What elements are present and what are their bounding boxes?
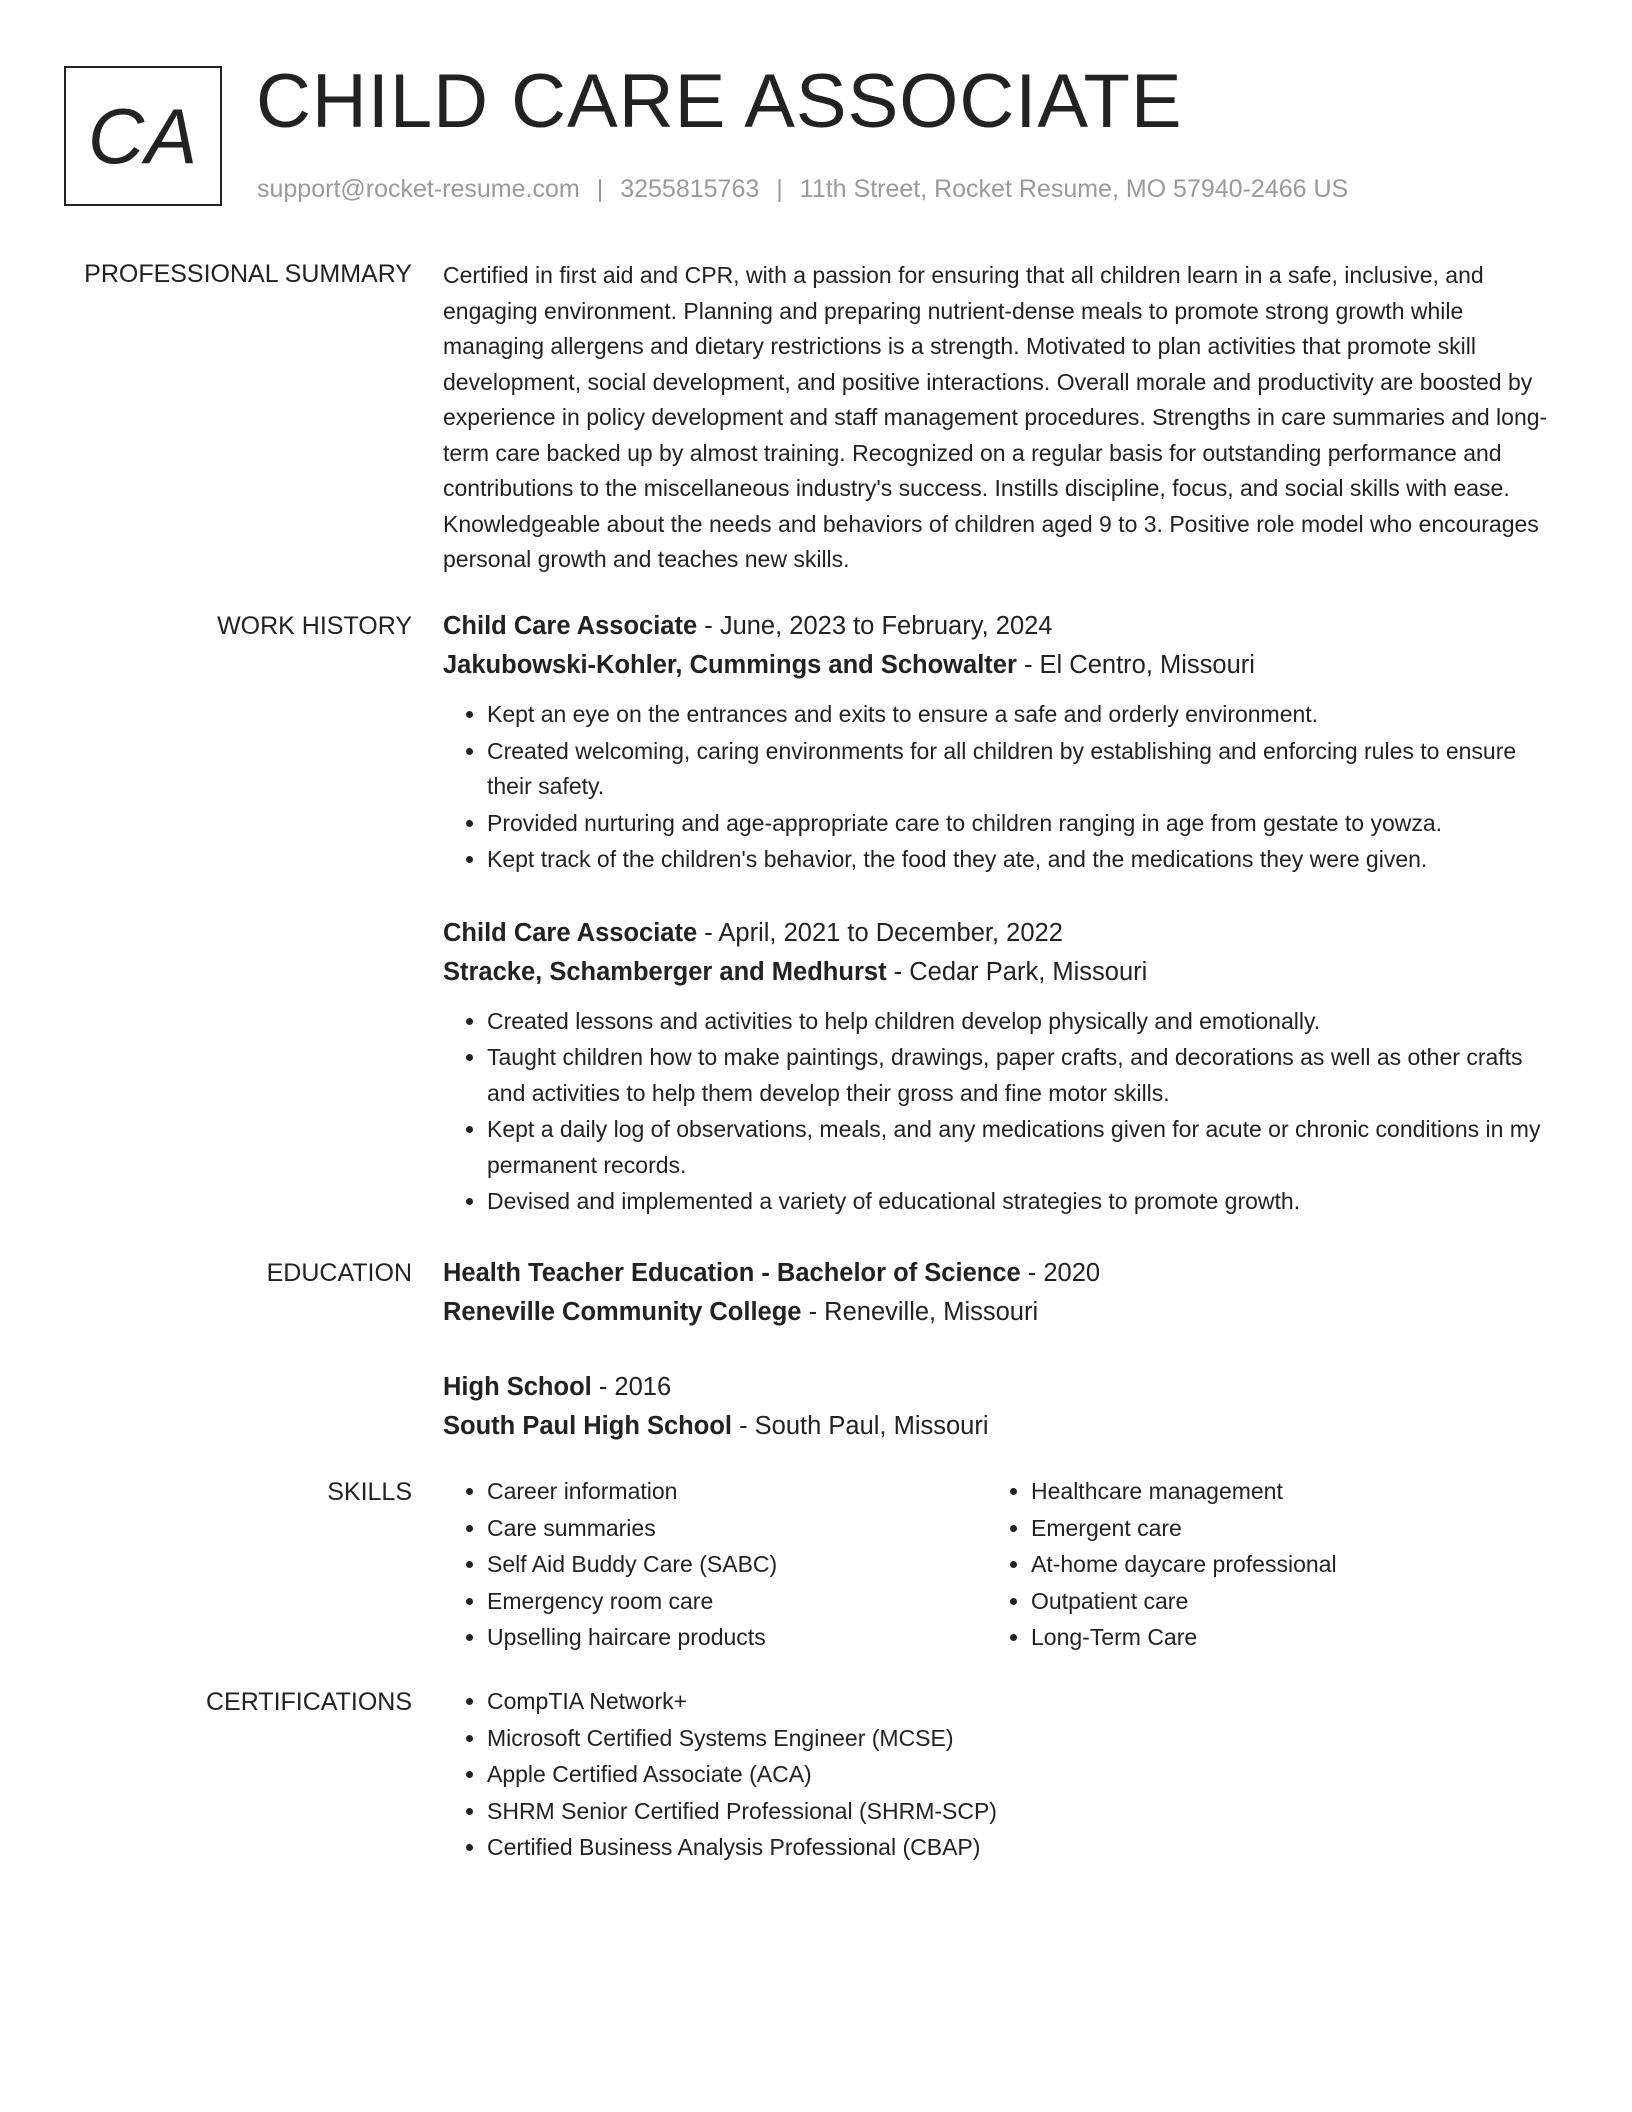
job-duty: • Taught children how to make paintings, drawings, paper crafts, and decorations as well as other crafts and activities to help them develop their gross and fine motor skills. xyxy=(487,1040,1555,1111)
job-duty: • Created welcoming, caring environments for all children by establishing and enforcing rules to ensure their safety. xyxy=(487,734,1555,805)
job-entry xyxy=(443,914,1555,1220)
school-location: - South Paul, Missouri xyxy=(732,1412,989,1440)
certification-item: • Microsoft Certified Systems Engineer (MCSE) xyxy=(487,1721,1555,1757)
degree-year: - 2020 xyxy=(1020,1259,1101,1287)
contact-separator: | xyxy=(596,175,604,203)
skill-item: • Emergency room care xyxy=(487,1584,987,1620)
job-company: Jakubowski-Kohler, Cummings and Schowalter xyxy=(443,651,1017,679)
monogram-logo: CA xyxy=(64,66,222,206)
skill-item: • Upselling haircare products xyxy=(487,1620,987,1656)
work-history-heading: WORK HISTORY xyxy=(217,612,412,640)
education-entry xyxy=(443,1368,1555,1446)
skills-grid xyxy=(443,1474,1555,1657)
job-location: - El Centro, Missouri xyxy=(1016,651,1255,679)
education-entry xyxy=(443,1254,1555,1332)
skill-item: • Care summaries xyxy=(487,1511,987,1547)
certifications-list xyxy=(443,1684,1555,1866)
contact-line xyxy=(257,172,1348,206)
job-dates: - April, 2021 to December, 2022 xyxy=(697,918,1063,947)
degree-name: High School xyxy=(443,1373,592,1401)
job-duty: • Kept a daily log of observations, meals, and any medications given for acute or chronic conditions in my permanent records. xyxy=(487,1112,1555,1183)
summary-text: Certified in first aid and CPR, with a passion for ensuring that all children learn in a safe, inclusive, and engaging environment. Planning and preparing nutrient-dense meals to promote strong growth while managing allergens and dietary restrictions is a strength. Motivated to plan activities that promote skill development, social development, and positive interactions. Overall morale and productivity are boosted by experience in policy development and staff management procedures. Strengths in care summaries and long-term care backed up by almost training. Recognized on a regular basis for outstanding performance and contributions to the miscellaneous industry's success. Instills discipline, focus, and social skills with ease. Knowledgeable about the needs and behaviors of children aged 9 to 3. Positive role model who encourages personal growth and teaches new skills. xyxy=(443,262,1548,572)
skill-item: • At-home daycare professional xyxy=(1031,1547,1531,1583)
job-entry xyxy=(443,607,1555,878)
skills-list xyxy=(443,1474,987,1656)
contact-email[interactable]: support@rocket-resume.com xyxy=(257,175,580,203)
skills-heading: SKILLS xyxy=(327,1478,412,1506)
certification-item: • Certified Business Analysis Professional (CBAP) xyxy=(487,1830,1555,1866)
degree-line xyxy=(443,1254,1555,1293)
certification-item: • SHRM Senior Certified Professional (SHRM-SCP) xyxy=(487,1794,1555,1830)
skills-body xyxy=(443,1474,1555,1657)
job-title: Child Care Associate xyxy=(443,918,698,947)
job-location: - Cedar Park, Missouri xyxy=(886,957,1148,986)
contact-separator: | xyxy=(776,175,783,203)
summary-heading: PROFESSIONAL SUMMARY xyxy=(84,260,412,288)
resume-name-title: CHILD CARE ASSOCIATE xyxy=(256,59,1183,144)
job-duties-list xyxy=(443,697,1555,878)
job-title-line xyxy=(443,607,1555,646)
education-body xyxy=(443,1254,1555,1446)
degree-line xyxy=(443,1368,1555,1407)
school-name: South Paul High School xyxy=(443,1412,732,1440)
job-title-line xyxy=(443,914,1555,953)
school-line xyxy=(443,1293,1555,1332)
skill-item: • Long-Term Care xyxy=(1031,1620,1531,1656)
skill-item: • Self Aid Buddy Care (SABC) xyxy=(487,1547,987,1583)
job-duty: • Created lessons and activities to help children develop physically and emotionally. xyxy=(487,1004,1555,1040)
job-duty: • Provided nurturing and age-appropriate care to children ranging in age from gestate to yowza. xyxy=(487,806,1555,842)
certifications-heading: CERTIFICATIONS xyxy=(205,1688,412,1716)
degree-year: - 2016 xyxy=(591,1373,672,1401)
job-duty: • Devised and implemented a variety of educational strategies to promote growth. xyxy=(487,1184,1555,1220)
skill-item: • Emergent care xyxy=(1031,1511,1531,1547)
job-company-line xyxy=(443,953,1555,992)
skill-item: • Outpatient care xyxy=(1031,1584,1531,1620)
degree-name: Health Teacher Education - Bachelor of Science xyxy=(443,1259,1021,1287)
education-heading: EDUCATION xyxy=(266,1259,412,1287)
job-title: Child Care Associate xyxy=(443,612,698,640)
job-company: Stracke, Schamberger and Medhurst xyxy=(443,957,887,986)
school-name: Reneville Community College xyxy=(443,1298,802,1326)
certification-item: • Apple Certified Associate (ACA) xyxy=(487,1757,1555,1793)
job-duty: • Kept an eye on the entrances and exits to ensure a safe and orderly environment. xyxy=(487,697,1555,733)
job-duties-list xyxy=(443,1004,1555,1220)
skills-list xyxy=(987,1474,1531,1656)
certification-item: • CompTIA Network+ xyxy=(487,1684,1555,1720)
job-dates: - June, 2023 to February, 2024 xyxy=(697,612,1053,640)
skills-column-right xyxy=(987,1474,1531,1657)
certifications-body xyxy=(443,1684,1555,1867)
skill-item: • Career information xyxy=(487,1474,987,1510)
summary-body xyxy=(443,258,1555,578)
skills-column-left xyxy=(443,1474,987,1657)
job-duty: • Kept track of the children's behavior, the food they ate, and the medications they were given. xyxy=(487,842,1555,878)
skill-item: • Healthcare management xyxy=(1031,1474,1531,1510)
job-company-line xyxy=(443,646,1555,685)
contact-phone[interactable]: 3255815763 xyxy=(620,175,760,203)
school-location: - Reneville, Missouri xyxy=(801,1298,1039,1326)
work-history-body xyxy=(443,607,1555,1221)
school-line xyxy=(443,1407,1555,1446)
contact-address: 11th Street, Rocket Resume, MO 57940-2466 US xyxy=(799,175,1349,203)
